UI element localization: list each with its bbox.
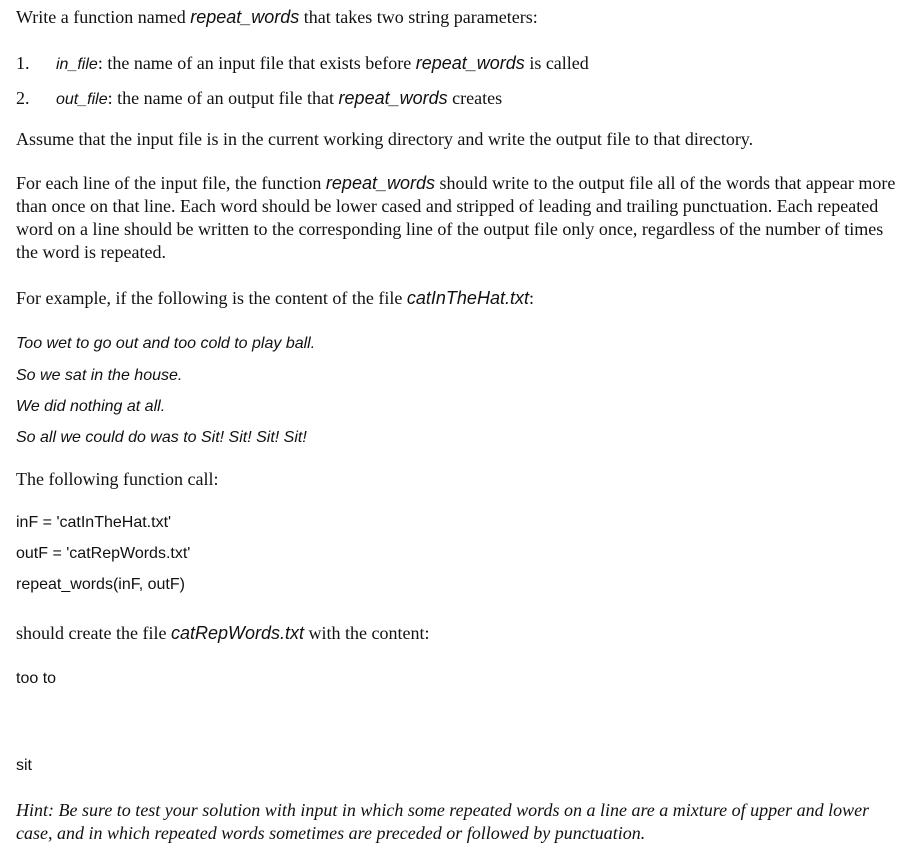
example-intro	[16, 288, 534, 309]
output-line: too to	[16, 670, 57, 687]
function-name: repeat_words	[325, 173, 435, 193]
poem-line: So we sat in the house.	[16, 367, 183, 384]
param-number: 1.	[16, 53, 30, 73]
intro-before: Write a function named	[16, 7, 191, 27]
behavior-paragraph	[16, 172, 896, 264]
output-line: sit	[16, 757, 32, 774]
result-intro	[16, 623, 429, 644]
param-desc-after: is called	[524, 53, 589, 73]
intro-line	[16, 7, 538, 28]
result-before: should create the file	[16, 623, 171, 643]
param-desc-before: the name of an input file that exists before	[102, 53, 416, 73]
function-name: repeat_words	[415, 53, 525, 73]
call-label: The following function call:	[16, 469, 219, 489]
file-name: catInTheHat.txt	[406, 288, 529, 308]
example-after: :	[528, 288, 534, 308]
para-after: should write to the output file all of the words that appear more than once on that line. Each word should be lower cased and stripped of leading and trailing punctuation. Each repeated word on a line should be written to the corresponding line of the output file only once, regardless of the number of times the word is repeated.	[16, 173, 896, 262]
param-name: in_file	[56, 56, 98, 73]
code-line: repeat_words(inF, outF)	[16, 576, 185, 593]
param-colon: :	[107, 88, 113, 108]
poem-line: We did nothing at all.	[16, 398, 166, 415]
para-before: For each line of the input file, the function	[16, 173, 326, 193]
param-desc-after: creates	[447, 88, 503, 108]
function-name: repeat_words	[190, 7, 300, 27]
function-name: repeat_words	[338, 88, 448, 108]
param-name: out_file	[56, 91, 108, 108]
param-number: 2.	[16, 88, 30, 108]
intro-after: that takes two string parameters:	[299, 7, 538, 27]
example-before: For example, if the following is the content of the file	[16, 288, 407, 308]
file-name: catRepWords.txt	[170, 623, 304, 643]
poem-line: So all we could do was to Sit! Sit! Sit! Sit!	[16, 429, 307, 446]
param-item-1	[16, 53, 589, 74]
code-line: outF = 'catRepWords.txt'	[16, 545, 191, 562]
param-item-2	[16, 88, 502, 109]
param-desc-before: the name of an output file that	[112, 88, 339, 108]
result-after: with the content:	[303, 623, 430, 643]
assume-paragraph: Assume that the input file is in the current working directory and write the output file to that directory.	[16, 129, 754, 149]
code-line: inF = 'catInTheHat.txt'	[16, 514, 172, 531]
hint-paragraph: Hint: Be sure to test your solution with input in which some repeated words on a line are a mixture of upper and lower case, and in which repeated words sometimes are preceded or followed by punctuation.	[16, 800, 870, 843]
param-colon: :	[97, 53, 103, 73]
poem-line: Too wet to go out and too cold to play ball.	[16, 335, 316, 352]
